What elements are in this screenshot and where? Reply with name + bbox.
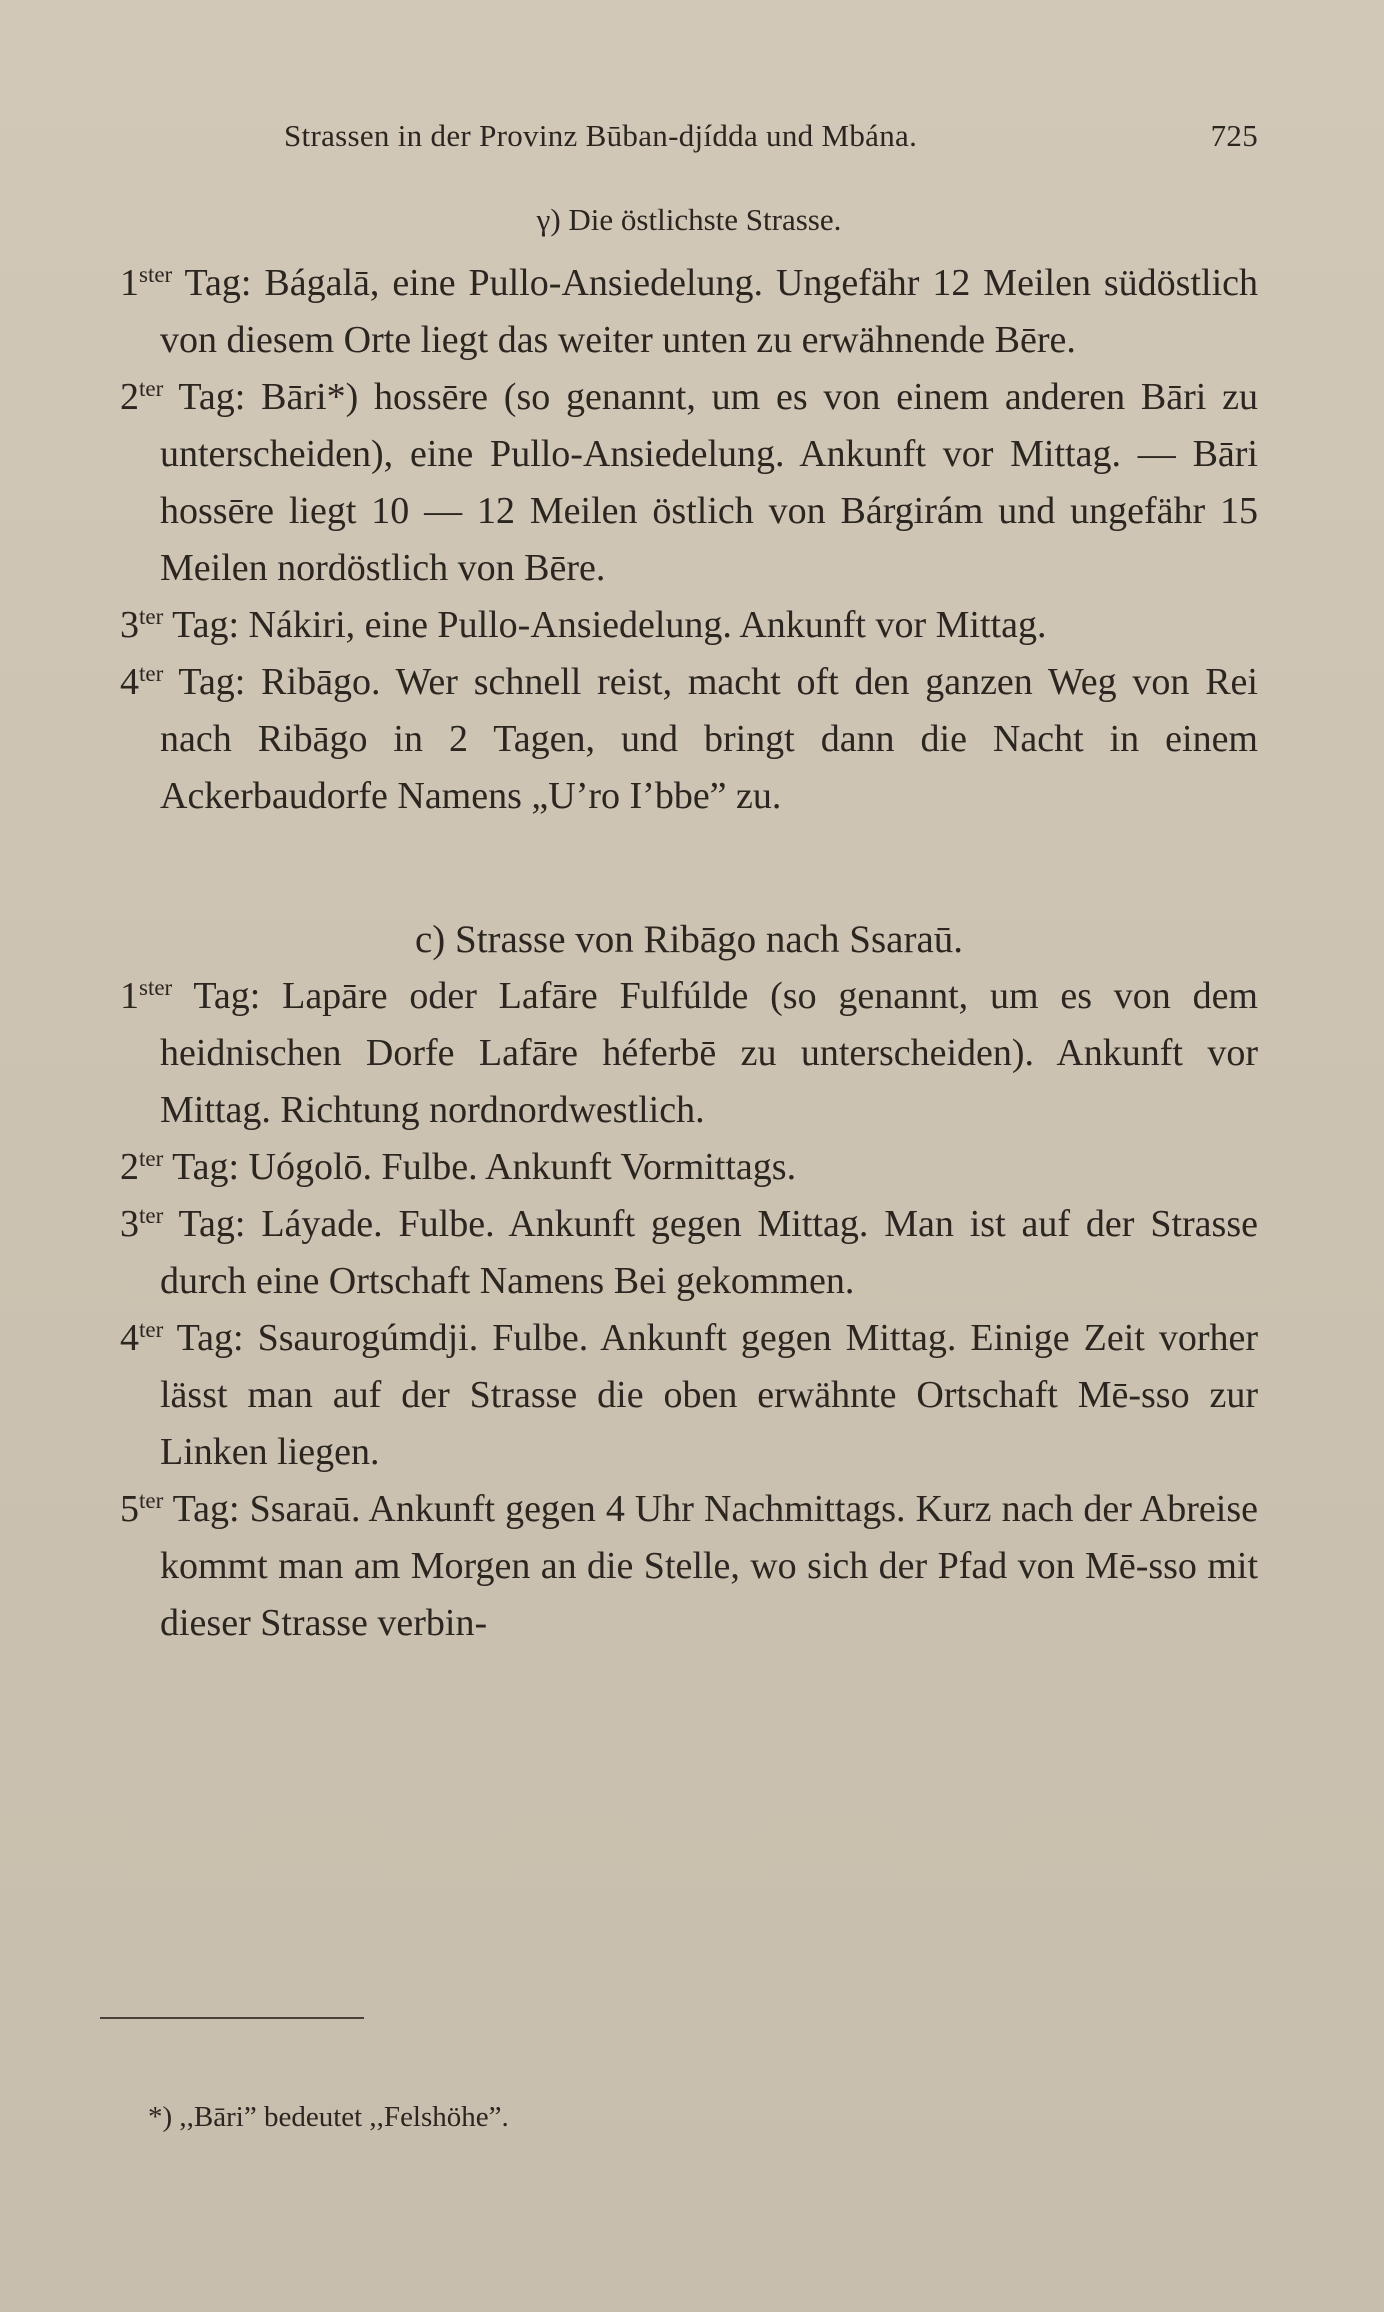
section-gamma-subhead: γ) Die östlichste Strasse. bbox=[536, 202, 842, 237]
day-number: $4^{ter}$ bbox=[120, 1317, 164, 1359]
route-day-entry bbox=[120, 1310, 1258, 1481]
page-number: 725 bbox=[1210, 118, 1258, 153]
day-number: $1^{ster}$ bbox=[120, 975, 173, 1017]
section-c-title: c) Strasse von Ribāgo nach Ssaraū. bbox=[414, 918, 964, 961]
day-number: $2^{ter}$ bbox=[120, 376, 164, 418]
day-number: $5^{ter}$ bbox=[120, 1488, 164, 1530]
route-day-entry bbox=[120, 255, 1258, 369]
route-day-entry bbox=[120, 597, 1258, 654]
footnote: *) ,,Bāri” bedeutet ,,Felshöhe”. bbox=[148, 2101, 509, 2133]
route-day-entry bbox=[120, 1139, 1258, 1196]
page-header bbox=[284, 118, 1258, 160]
route-day-entry bbox=[120, 1196, 1258, 1310]
day-number: $4^{ter}$ bbox=[120, 661, 164, 703]
route-day-entry bbox=[120, 654, 1258, 825]
day-description: Tag: Bágalā, eine Pullo-Ansiedelung. Ungefähr 12 Meilen südöstlich von diesem Orte liegt das weiter unten zu erwähnende Bēre. bbox=[160, 262, 1258, 361]
body-text bbox=[120, 198, 1258, 1652]
running-title: Strassen in der Provinz Būban-djídda und Mbána. bbox=[284, 118, 918, 153]
day-description: Tag: Ssaurogúmdji. Fulbe. Ankunft gegen Mittag. Einige Zeit vorher lässt man auf der Strasse die oben erwähnte Ortschaft Mē-sso zur Linken liegen. bbox=[160, 1317, 1258, 1473]
route-day-entry bbox=[120, 968, 1258, 1139]
footnote-divider bbox=[100, 2017, 364, 2019]
route-day-entry bbox=[120, 1481, 1258, 1652]
day-description: Tag: Lapāre oder Lafāre Fulfúlde (so genannt, um es von dem heidnischen Dorfe Lafāre héferbē zu unterscheiden). Ankunft vor Mittag. Richtung nordnordwestlich. bbox=[160, 975, 1258, 1131]
day-description: Tag: Uógolō. Fulbe. Ankunft Vormittags. bbox=[163, 1146, 797, 1188]
day-description: Tag: Nákiri, eine Pullo-Ansiedelung. Ankunft vor Mittag. bbox=[163, 604, 1047, 646]
day-number: $3^{ter}$ bbox=[120, 1203, 164, 1245]
day-description: Tag: Bāri*) hossēre (so genannt, um es von einem anderen Bāri zu unterscheiden), eine Pullo-Ansiedelung. Ankunft vor Mittag. — Bāri hossēre liegt 10 — 12 Meilen östlich von Bárgirám und ungefähr 15 Meilen nordöstlich von Bēre. bbox=[160, 376, 1258, 589]
day-description: Tag: Ribāgo. Wer schnell reist, macht oft den ganzen Weg von Rei nach Ribāgo in 2 Tagen, und bringt dann die Nacht in einem Ackerbaudorfe Namens „U’ro I’bbe” zu. bbox=[160, 661, 1258, 817]
day-number: $3^{ter}$ bbox=[120, 604, 164, 646]
day-description: Tag: Láyade. Fulbe. Ankunft gegen Mittag. Man ist auf der Strasse durch eine Ortschaft Namens Bei gekommen. bbox=[160, 1203, 1258, 1302]
day-number: $1^{ster}$ bbox=[120, 262, 173, 304]
route-day-entry bbox=[120, 369, 1258, 597]
day-number: $2^{ter}$ bbox=[120, 1146, 164, 1188]
day-description: Tag: Ssaraū. Ankunft gegen 4 Uhr Nachmittags. Kurz nach der Abreise kommt man am Morgen an die Stelle, wo sich der Pfad von Mē-sso mit dieser Strasse verbin- bbox=[160, 1488, 1258, 1644]
